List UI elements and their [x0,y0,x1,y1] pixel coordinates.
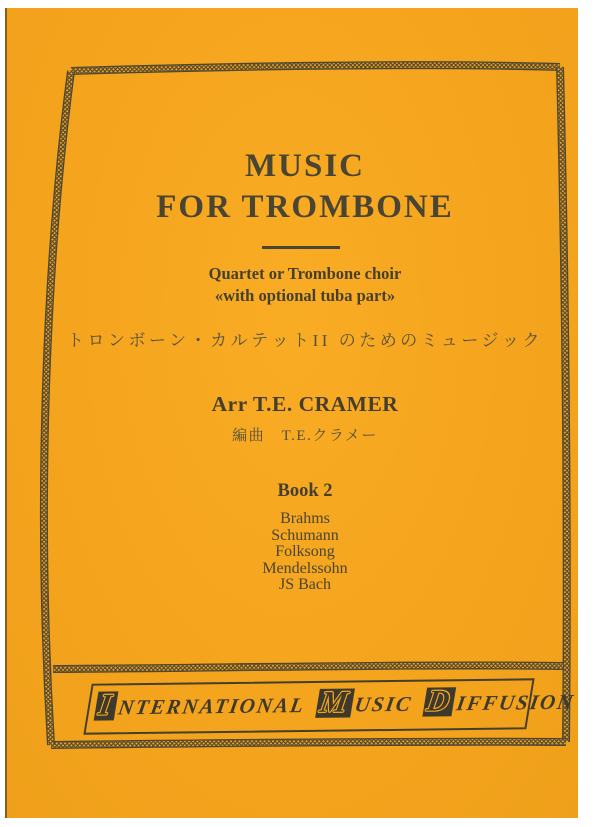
publisher-word-rest: IFFUSION [454,689,577,716]
composer-item: Schumann [271,526,339,544]
title-line-1: MUSIC [244,148,365,184]
title-line-2: FOR TROMBONE [156,189,454,225]
publisher-initial-d: D [422,687,456,716]
subtitle-line-2: «with optional tuba part» [214,285,396,305]
subtitle [60,263,550,306]
publisher-initial-m: M [315,688,355,717]
japanese-title: トロンボーン・カルテットII のためのミュージック [66,331,544,350]
arranger-credit: Arr T.E. CRAMER [211,392,399,416]
publisher-word-diffusion [420,680,578,727]
publisher-word-rest: USIC [352,691,415,717]
title-underline-rule [262,246,340,249]
composer-item: Folksong [275,543,335,561]
composer-item: Brahms [280,510,330,527]
publisher-word-music [313,682,415,728]
publisher-initial-i: I [94,691,118,720]
book-number: Book 2 [277,481,333,501]
publisher-banner [83,678,577,734]
composer-item: Mendelssohn [262,559,348,577]
page-edge-shadow [5,8,7,818]
arranger-credit-japanese: 編曲 T.E.クラメー [232,428,378,444]
publisher-word-rest: NTERNATIONAL [116,693,308,720]
publisher-word-international [92,683,309,731]
subtitle-line-1: Quartet or Trombone choir [208,264,402,283]
composer-item: JS Bach [279,576,331,594]
main-title [60,146,550,228]
composer-list [60,511,550,594]
